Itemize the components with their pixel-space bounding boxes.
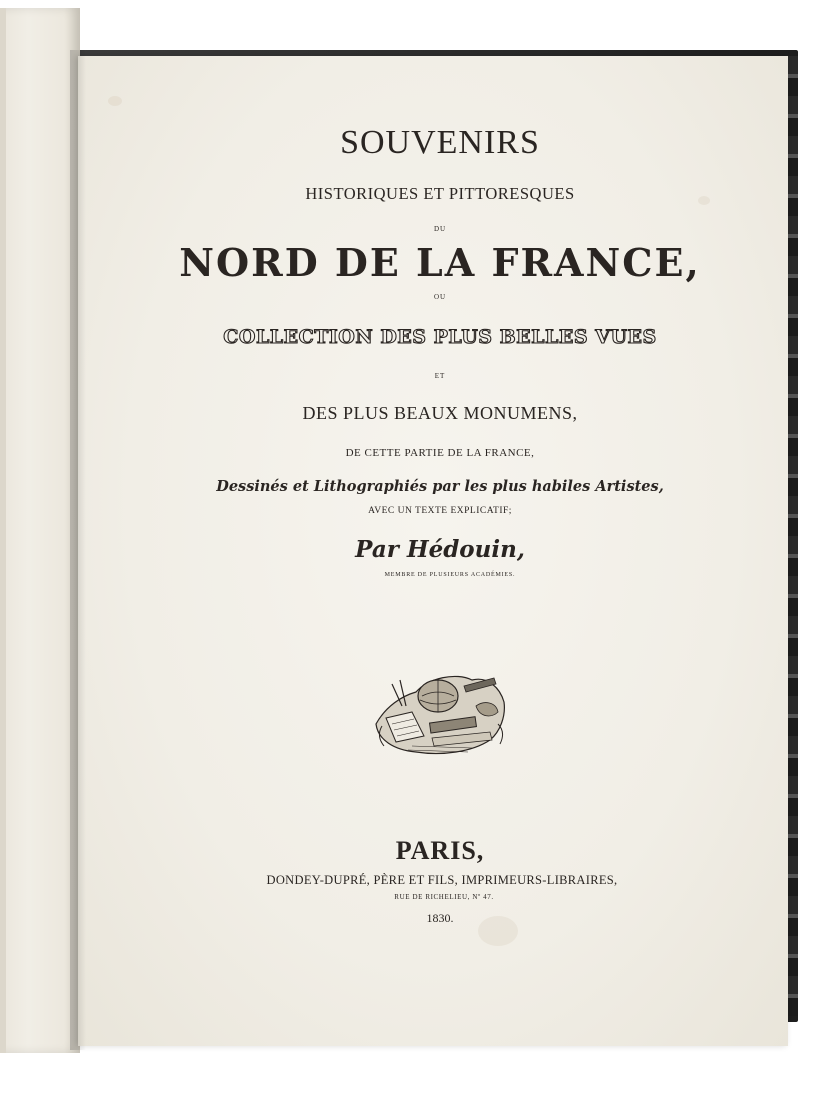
monumens-line: DES PLUS BEAUX MONUMENS,	[302, 403, 578, 423]
vignette-still-life-icon	[372, 666, 508, 758]
imprint-address: RUE DE RICHELIEU, Nº 47.	[394, 893, 494, 901]
foxing-spot	[108, 96, 122, 106]
imprint-city: PARIS,	[395, 836, 485, 865]
title-souvenirs: SOUVENIRS	[340, 124, 540, 161]
main-title: NORD DE LA FRANCE,	[179, 240, 701, 285]
left-page	[0, 8, 80, 1053]
author-note: MEMBRE DE PLUSIEURS ACADÉMIES.	[384, 572, 516, 578]
connector-du: DU	[433, 225, 447, 233]
collection-line: COLLECTION DES PLUS BELLES VUES	[223, 326, 657, 348]
left-page-edge	[0, 8, 6, 1053]
author-line: Par Hédouin,	[355, 536, 525, 563]
connector-ou: OU	[433, 293, 447, 301]
imprint-year: 1830.	[426, 911, 454, 925]
texte-line: AVEC UN TEXTE EXPLICATIF;	[368, 506, 512, 516]
connector-et: ET	[434, 372, 446, 380]
partie-line: DE CETTE PARTIE DE LA FRANCE,	[345, 447, 535, 459]
subtitle-historiques: HISTORIQUES ET PITTORESQUES	[305, 184, 575, 203]
dessines-line: Dessinés et Lithographiés par les plus habiles Artistes,	[216, 478, 664, 495]
imprint-publisher: DONDEY-DUPRÉ, PÈRE ET FILS, IMPRIMEURS-LIBRAIRES,	[266, 873, 618, 887]
